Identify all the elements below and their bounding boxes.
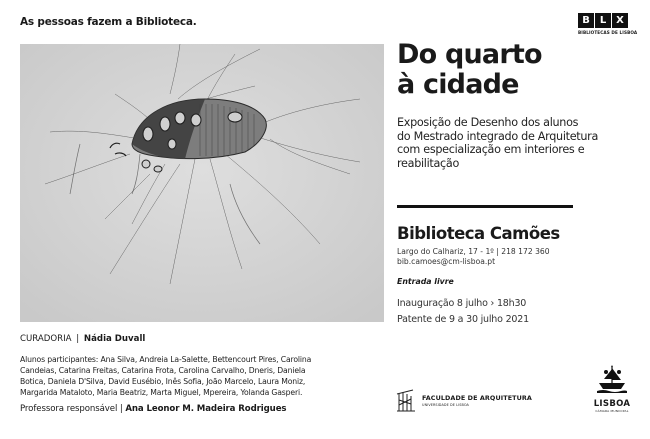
description-line: com especialização em interiores e [397, 143, 585, 157]
venue-name: Biblioteca Camões [397, 224, 560, 243]
venue-address: Largo do Calhariz, 17 - 1º [397, 247, 494, 256]
faculty-subtitle: UNIVERSIDADE DE LISBOA [422, 402, 469, 407]
divider-rule [397, 205, 573, 208]
students-line: Alunos participantes: Ana Silva, Andreia La-Salette, Bettencourt Pires, Carolina [20, 355, 312, 364]
description-line: Exposição de Desenho dos alunos [397, 116, 579, 129]
students-list [20, 354, 360, 398]
description-line: reabilitação [397, 156, 460, 170]
logo-caption: BIBLIOTECAS DE LISBOA [578, 30, 638, 35]
faculty-name: FACULDADE DE ARQUITETURA [422, 393, 532, 402]
venue-email[interactable]: bib.camoes@cm-lisboa.pt [397, 257, 496, 266]
tagline: As pessoas fazem a Biblioteca. [20, 16, 197, 28]
lisboa-logo [592, 364, 632, 413]
curator-label: CURADORIA [20, 334, 72, 344]
professor-credit: Professora responsável | Ana Leonor M. Madeira Rodrigues [20, 404, 287, 414]
lisboa-wordmark: LISBOA [593, 399, 631, 409]
exhibition-title [397, 40, 637, 100]
faculty-emblem-icon [396, 388, 416, 412]
lisboa-subtitle: CÂMARA MUNICIPAL [595, 409, 629, 413]
exhibition-description [397, 116, 637, 170]
professor-name: Ana Leonor M. Madeira Rodrigues [125, 404, 287, 414]
faculty-logo [396, 388, 532, 412]
title-line-1: Do quarto [397, 39, 542, 70]
description-line: do Mestrado integrado de Arquitetura [397, 129, 599, 143]
curator-credit: CURADORIA | Nádia Duvall [20, 334, 146, 344]
blx-logo [578, 13, 638, 35]
venue-contact: Largo do Calhariz, 17 - 1º | 218 172 360 bib.camoes@cm-lisboa.pt [397, 247, 550, 266]
logo-letter-x: X [612, 13, 628, 28]
artwork-drawing [20, 44, 384, 322]
entry-info: Entrada livre [397, 277, 454, 286]
students-line: Candeias, Catarina Freitas, Catarina Frota, Carolina Carvalho, Dneris, Daniela [20, 366, 306, 375]
drawing-svg [20, 44, 384, 322]
students-line: Botica, Daniela D'Silva, David Eusébio, Inês Sofia, João Marcelo, Laura Moniz, [20, 377, 306, 386]
venue-phone: 218 172 360 [501, 247, 550, 256]
professor-label: Professora responsável [20, 404, 118, 414]
logo-letter-b: B [578, 13, 594, 28]
exhibition-dates: Patente de 9 a 30 julho 2021 [397, 314, 529, 325]
students-line: Margarida Mataloto, Maria Beatriz, Marta Miguel, Mpereira, Yolanda Gasperi. [20, 388, 303, 397]
title-line-2: à cidade [397, 69, 519, 100]
ship-crest-icon [595, 364, 629, 394]
opening-info: Inauguração 8 julho › 18h30 [397, 298, 527, 309]
curator-name: Nádia Duvall [83, 334, 146, 344]
logo-letter-l: L [595, 13, 611, 28]
